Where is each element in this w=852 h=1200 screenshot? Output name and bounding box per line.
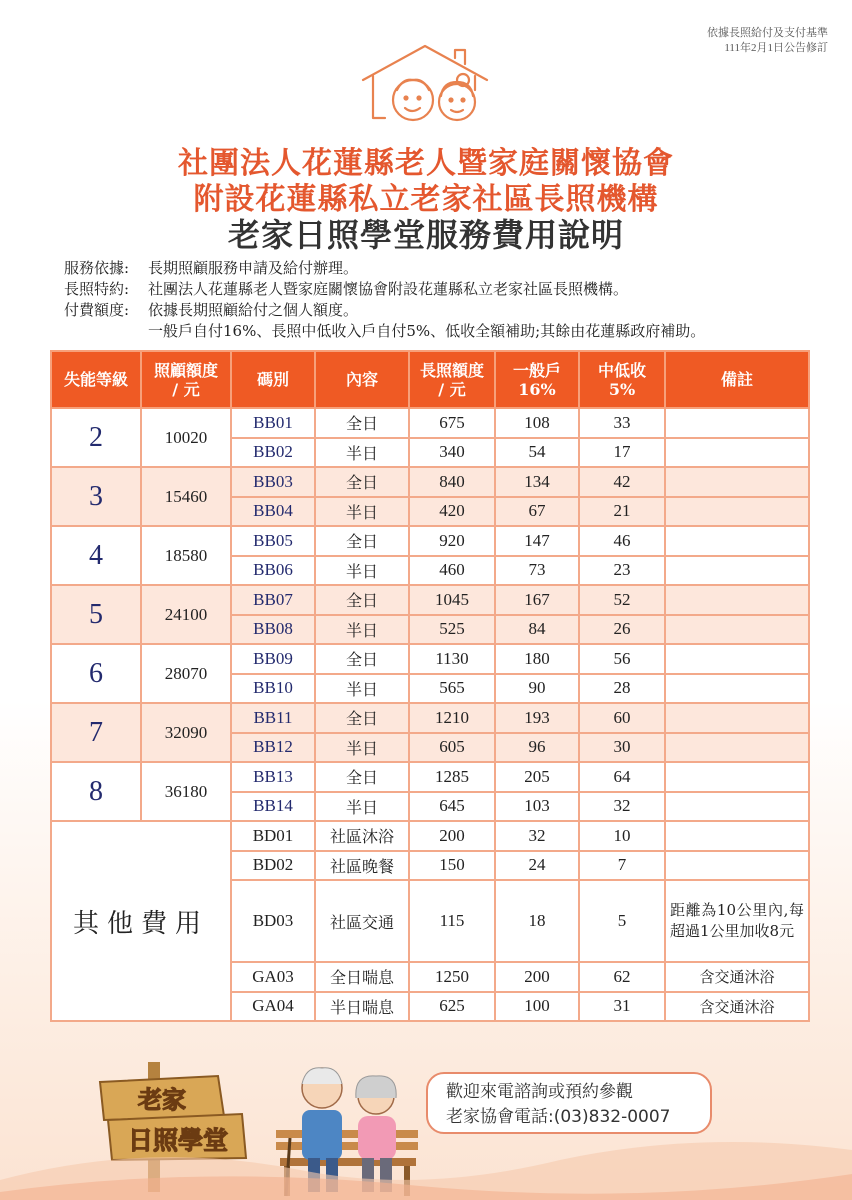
memo-cell — [665, 467, 809, 497]
lowmid-cell: 62 — [579, 962, 665, 992]
institution-title: 附設花蓮縣私立老家社區長照機構 — [193, 182, 659, 217]
table-row — [51, 821, 809, 851]
lowmid-cell: 52 — [579, 585, 665, 615]
code-cell: BB14 — [231, 792, 315, 822]
code-cell: BD01 — [231, 821, 315, 851]
content-cell: 全日 — [315, 762, 409, 792]
content-cell: 半日 — [315, 615, 409, 645]
content-cell: 半日 — [315, 792, 409, 822]
memo-cell: 含交通沐浴 — [665, 992, 809, 1022]
amount-cell: 675 — [409, 408, 495, 438]
lowmid-cell: 56 — [579, 644, 665, 674]
memo-cell — [665, 556, 809, 586]
content-cell: 半日 — [315, 556, 409, 586]
general-cell: 167 — [495, 585, 579, 615]
memo-cell: 距離為10公里內,每超過1公里加收8元 — [665, 880, 809, 962]
memo-cell — [665, 585, 809, 615]
sign-line2: 日照學堂 — [127, 1126, 229, 1155]
content-cell: 社區晚餐 — [315, 851, 409, 881]
general-cell: 73 — [495, 556, 579, 586]
code-cell: BB06 — [231, 556, 315, 586]
content-cell: 全日 — [315, 467, 409, 497]
lowmid-cell: 23 — [579, 556, 665, 586]
header-quota-l1: 照顧額度 — [153, 360, 218, 380]
content-cell: 半日 — [315, 438, 409, 468]
quota-cell: 32090 — [141, 703, 231, 762]
level-cell: 6 — [51, 644, 141, 703]
content-cell: 全日 — [315, 526, 409, 556]
code-cell: BB11 — [231, 703, 315, 733]
content-cell: 半日喘息 — [315, 992, 409, 1022]
content-cell: 全日 — [315, 644, 409, 674]
contact-invite: 歡迎來電諮詢或預約參觀 — [446, 1082, 633, 1102]
amount-cell: 1130 — [409, 644, 495, 674]
org-title: 社團法人花蓮縣老人暨家庭關懷協會 — [178, 146, 674, 181]
level-cell: 4 — [51, 526, 141, 585]
content-cell: 半日 — [315, 733, 409, 763]
quota-cell: 28070 — [141, 644, 231, 703]
content-cell: 社區沐浴 — [315, 821, 409, 851]
amount-cell: 1250 — [409, 962, 495, 992]
code-cell: BB04 — [231, 497, 315, 527]
memo-cell — [665, 792, 809, 822]
header-memo: 備註 — [665, 351, 809, 408]
level-cell: 2 — [51, 408, 141, 467]
amount-cell: 645 — [409, 792, 495, 822]
code-cell: BB05 — [231, 526, 315, 556]
amount-cell: 840 — [409, 467, 495, 497]
header-lowmid-l2: 5% — [608, 379, 636, 399]
header-general-l1: 一般戶 — [512, 360, 561, 380]
content-cell: 半日 — [315, 497, 409, 527]
content-cell: 全日 — [315, 408, 409, 438]
content-cell: 全日喘息 — [315, 962, 409, 992]
lowmid-cell: 30 — [579, 733, 665, 763]
lowmid-cell: 28 — [579, 674, 665, 704]
table-row — [51, 526, 809, 556]
header-general-l2: 16% — [518, 379, 556, 399]
code-cell: BB02 — [231, 438, 315, 468]
memo-cell — [665, 438, 809, 468]
fee-table — [50, 350, 810, 1022]
memo-cell — [665, 526, 809, 556]
amount-cell: 625 — [409, 992, 495, 1022]
header-level: 失能等級 — [51, 351, 141, 408]
amount-cell: 605 — [409, 733, 495, 763]
code-cell: GA04 — [231, 992, 315, 1022]
quota-cell: 18580 — [141, 526, 231, 585]
memo-cell — [665, 821, 809, 851]
lowmid-cell: 42 — [579, 467, 665, 497]
lowmid-cell: 32 — [579, 792, 665, 822]
quota-cell: 10020 — [141, 408, 231, 467]
other-fees-label: 其他費用 — [51, 821, 231, 1021]
fee-label: 付費額度: — [64, 301, 130, 319]
content-cell: 全日 — [315, 585, 409, 615]
memo-cell — [665, 497, 809, 527]
lowmid-cell: 26 — [579, 615, 665, 645]
quota-cell: 24100 — [141, 585, 231, 644]
table-row — [51, 703, 809, 733]
amount-cell: 115 — [409, 880, 495, 962]
fee-text-detail: 一般戶自付16%、長照中低收入戶自付5%、低收全額補助;其餘由花蓮縣政府補助。 — [148, 322, 706, 340]
general-cell: 180 — [495, 644, 579, 674]
amount-cell: 460 — [409, 556, 495, 586]
header-amount — [409, 351, 495, 408]
lowmid-cell: 46 — [579, 526, 665, 556]
general-cell: 100 — [495, 992, 579, 1022]
general-cell: 205 — [495, 762, 579, 792]
code-cell: BB10 — [231, 674, 315, 704]
level-cell: 3 — [51, 467, 141, 526]
quota-cell: 36180 — [141, 762, 231, 821]
level-cell: 8 — [51, 762, 141, 821]
table-row — [51, 644, 809, 674]
code-cell: BB13 — [231, 762, 315, 792]
house-couple-logo — [355, 40, 505, 130]
general-cell: 96 — [495, 733, 579, 763]
quota-cell: 15460 — [141, 467, 231, 526]
sign-line1: 老家 — [138, 1085, 186, 1114]
contract-label: 長照特約: — [64, 280, 130, 298]
basis-text: 長期照顧服務申請及給付辦理。 — [148, 259, 359, 277]
code-cell: BD03 — [231, 880, 315, 962]
contact-phone: 老家協會電話:(03)832-0007 — [446, 1107, 671, 1127]
page-title: 老家日照學堂服務費用說明 — [227, 216, 624, 254]
general-cell: 67 — [495, 497, 579, 527]
code-cell: BB07 — [231, 585, 315, 615]
general-cell: 103 — [495, 792, 579, 822]
header-code: 碼別 — [231, 351, 315, 408]
general-cell: 147 — [495, 526, 579, 556]
header-amount-l2: / 元 — [438, 379, 466, 399]
content-cell: 半日 — [315, 674, 409, 704]
amount-cell: 1285 — [409, 762, 495, 792]
amount-cell: 525 — [409, 615, 495, 645]
general-cell: 18 — [495, 880, 579, 962]
code-cell: GA03 — [231, 962, 315, 992]
general-cell: 24 — [495, 851, 579, 881]
level-cell: 7 — [51, 703, 141, 762]
header-lowmid-l1: 中低收 — [597, 360, 646, 380]
service-info — [64, 258, 705, 342]
code-cell: BB08 — [231, 615, 315, 645]
code-cell: BD02 — [231, 851, 315, 881]
fee-text: 依據長期照顧給付之個人額度。 — [148, 301, 359, 319]
lowmid-cell: 33 — [579, 408, 665, 438]
regulation-note-line2: 111年2月1日公告修訂 — [724, 42, 828, 54]
code-cell: BB09 — [231, 644, 315, 674]
amount-cell: 340 — [409, 438, 495, 468]
memo-cell — [665, 851, 809, 881]
memo-cell — [665, 733, 809, 763]
content-cell: 全日 — [315, 703, 409, 733]
header-lowmid — [579, 351, 665, 408]
lowmid-cell: 5 — [579, 880, 665, 962]
general-cell: 32 — [495, 821, 579, 851]
table-row — [51, 762, 809, 792]
amount-cell: 920 — [409, 526, 495, 556]
memo-cell — [665, 644, 809, 674]
header-quota-l2: / 元 — [172, 379, 200, 399]
header-general — [495, 351, 579, 408]
general-cell: 108 — [495, 408, 579, 438]
amount-cell: 1045 — [409, 585, 495, 615]
lowmid-cell: 31 — [579, 992, 665, 1022]
basis-label: 服務依據: — [64, 259, 130, 277]
general-cell: 193 — [495, 703, 579, 733]
code-cell: BB03 — [231, 467, 315, 497]
amount-cell: 565 — [409, 674, 495, 704]
general-cell: 54 — [495, 438, 579, 468]
lowmid-cell: 21 — [579, 497, 665, 527]
table-row — [51, 408, 809, 438]
memo-cell — [665, 615, 809, 645]
header-amount-l1: 長照額度 — [419, 360, 484, 380]
lowmid-cell: 64 — [579, 762, 665, 792]
table-row — [51, 585, 809, 615]
general-cell: 200 — [495, 962, 579, 992]
amount-cell: 200 — [409, 821, 495, 851]
lowmid-cell: 60 — [579, 703, 665, 733]
header-content: 內容 — [315, 351, 409, 408]
regulation-note — [707, 26, 828, 56]
table-row — [51, 467, 809, 497]
amount-cell: 1210 — [409, 703, 495, 733]
fee-table-body — [51, 408, 809, 1021]
bottom-wave-decoration — [0, 1120, 852, 1200]
contract-text: 社團法人花蓮縣老人暨家庭關懷協會附設花蓮縣私立老家社區長照機構。 — [148, 280, 629, 298]
table-header-row — [51, 351, 809, 408]
general-cell: 134 — [495, 467, 579, 497]
memo-cell — [665, 762, 809, 792]
amount-cell: 150 — [409, 851, 495, 881]
memo-cell — [665, 408, 809, 438]
general-cell: 84 — [495, 615, 579, 645]
amount-cell: 420 — [409, 497, 495, 527]
memo-cell — [665, 703, 809, 733]
header-quota — [141, 351, 231, 408]
lowmid-cell: 17 — [579, 438, 665, 468]
code-cell: BB12 — [231, 733, 315, 763]
lowmid-cell: 10 — [579, 821, 665, 851]
memo-cell — [665, 674, 809, 704]
general-cell: 90 — [495, 674, 579, 704]
content-cell: 社區交通 — [315, 880, 409, 962]
lowmid-cell: 7 — [579, 851, 665, 881]
memo-cell: 含交通沐浴 — [665, 962, 809, 992]
regulation-note-line1: 依據長照給付及支付基準 — [707, 27, 828, 39]
level-cell: 5 — [51, 585, 141, 644]
code-cell: BB01 — [231, 408, 315, 438]
